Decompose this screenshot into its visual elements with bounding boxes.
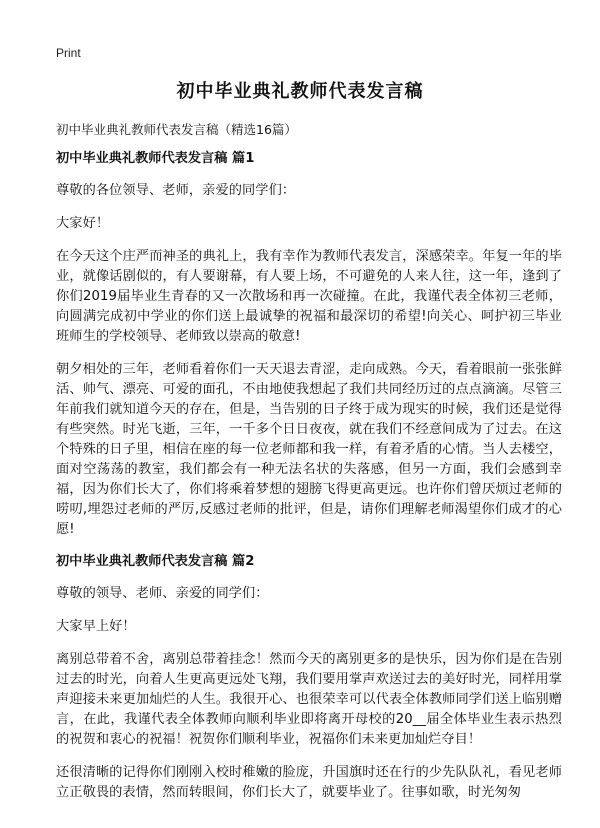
- paragraph: 还很清晰的记得你们刚刚入校时稚嫩的脸庞，升国旗时还在行的少先队队礼，看见老师立正敬畏的表情，然而转眼间，你们长大了，就要毕业了。往事如歌，时光匆匆: [56, 765, 562, 800]
- paragraph: 在今天这个庄严而神圣的典礼上，我有幸作为教师代表发言，深感荣幸。年复一年的毕业，就像话剧似的，有人要谢幕，有人要上场，不可避免的人来人往，这一年，逢到了你们2019届毕业生青春的又一次散场和再一次碰撞。在此，我谨代表全体初三老师，向圆满完成初中学业的你们送上最诚挚的祝福和最深切的希望!向关心、呵护初三毕业班师生的学校领导、老师致以崇高的敬意!: [56, 249, 562, 344]
- salutation: 尊敬的各位领导、老师，亲爱的同学们：: [56, 183, 296, 198]
- paragraph: 朝夕相处的三年，老师看着你们一天天退去青涩，走向成熟。今天，看着眼前一张张鲜活、帅气、漂亮、可爱的面孔，不由地使我想起了我们共同经历过的点点滴滴。尽管三年前我们就知道今天的存在，但是，当告别的日子终于成为现实的时候，我们还是觉得有些突然。时光飞逝，三年，一千多个日日夜夜，就在我们不经意间成为了过去。在这个特殊的日子里，相信在座的每一位老师都和我一样，有着矛盾的心情。当人去楼空，面对空荡荡的教室，我们都会有一种无法名状的失落感，但另一方面，我们会感到幸福，因为你们长大了，你们将乘着梦想的翅膀飞得更高更远。也许你们曾厌烦过老师的唠叨,埋怨过老师的严厉,反感过老师的批评，但是，请你们理解老师渴望你们成才的心愿!: [56, 362, 562, 537]
- document-subtitle: 初中毕业典礼教师代表发言稿（精选16篇）: [56, 122, 297, 137]
- section-heading-1: 初中毕业典礼教师代表发言稿 篇1: [56, 151, 255, 166]
- salutation: 尊敬的领导、老师、亲爱的同学们：: [56, 586, 269, 601]
- greeting: 大家早上好！: [56, 619, 136, 634]
- page-title: 初中毕业典礼教师代表发言稿: [176, 81, 424, 102]
- document-body: [56, 150, 562, 816]
- paragraph: 离别总带着不舍，离别总带着挂念！然而今天的离别更多的是快乐，因为你们是在告别过去的时光，向着人生更高更远处飞翔，我们要用掌声欢送过去的美好时光，同样用掌声迎接未来更加灿烂的人生。我很开心、也很荣幸可以代表全体教师同学们送上临别赠言，在此，我谨代表全体教师向顺利毕业即将离开母校的20__届全体毕业生表示热烈的祝贺和衷心的祝福！祝贺你们顺利毕业，祝福你们未来更加灿烂夺目！: [56, 652, 562, 747]
- greeting: 大家好！: [56, 216, 110, 231]
- print-link[interactable]: Print: [56, 46, 81, 60]
- section-heading-2: 初中毕业典礼教师代表发言稿 篇2: [56, 554, 255, 569]
